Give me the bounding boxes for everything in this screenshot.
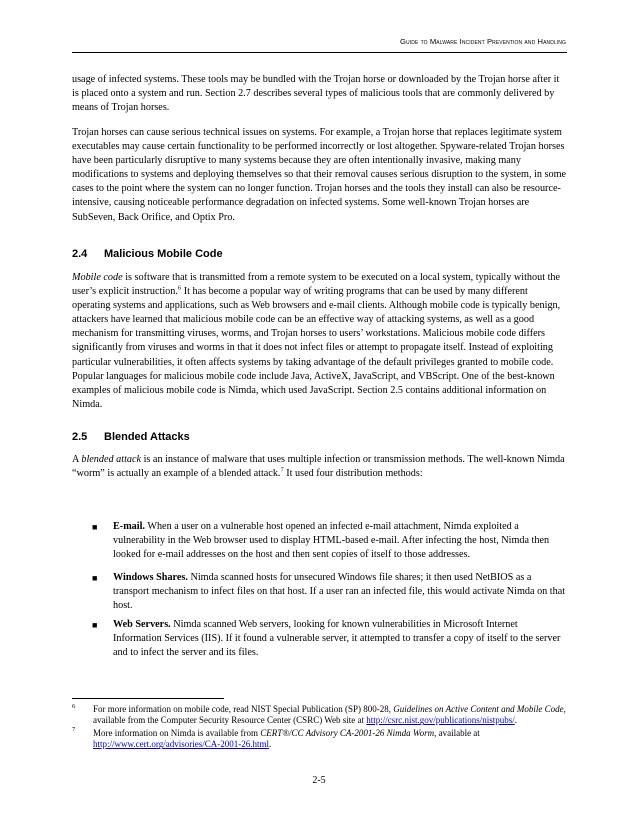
section-number: 2.4 xyxy=(72,248,88,260)
footnote-text: , available at xyxy=(434,728,480,738)
running-header xyxy=(400,37,566,46)
running-header-title: Guide to Malware Incident Prevention and Handling xyxy=(400,37,566,46)
bullet-item-email xyxy=(113,520,568,562)
footnote-ref[interactable]: 7 xyxy=(280,466,284,474)
text-run: A xyxy=(72,454,82,465)
bullet-text: Nimda scanned hosts for unsecured Windows file shares; it then used NetBIOS as a transport mechanism to infect files on that host. If a user ran an infected file, this would activate Nimda on that host. xyxy=(113,572,566,612)
bullet-marker: ■ xyxy=(92,620,98,630)
footnote-title: CERT®/CC Advisory CA-2001-26 Nimda Worm xyxy=(260,728,435,738)
footnote-link[interactable]: http://csrc.nist.gov/publications/nistpubs/ xyxy=(366,715,515,726)
text-run: is software that is transmitted from a remote system to be executed on a local system, typically without the user’s explicit instruction. xyxy=(72,272,561,298)
defined-term: Mobile code xyxy=(72,272,123,283)
footnote-text: More information on Nimda is available from xyxy=(93,728,261,738)
defined-term: blended attack xyxy=(81,454,142,465)
footnote-separator xyxy=(72,698,224,699)
footnote-number: 7 xyxy=(72,726,76,733)
header-rule xyxy=(72,52,567,53)
footnote-text: , available from the Computer Security Resource Center (CSRC) Web site at xyxy=(93,704,566,726)
bullet-marker: ■ xyxy=(92,573,98,583)
footnote-title: Guidelines on Active Content and Mobile Code xyxy=(393,704,564,714)
paragraph-blended-attacks xyxy=(72,453,568,481)
footnote-text: . xyxy=(268,739,272,750)
bullet-label: Windows Shares. xyxy=(113,572,188,583)
section-number: 2.5 xyxy=(72,431,88,443)
text-run: It used four distribution methods: xyxy=(283,468,423,480)
footnote-ref[interactable]: 6 xyxy=(177,284,182,292)
section-heading-2-4 xyxy=(72,248,223,260)
footnote-number: 6 xyxy=(72,703,76,710)
bullet-label: E-mail. xyxy=(113,521,145,532)
paragraph-text xyxy=(72,271,568,412)
section-title: Malicious Mobile Code xyxy=(104,248,223,260)
footnote-text: For more information on mobile code, read NIST Special Publication (SP) 800-28, xyxy=(93,704,394,714)
bullet-text: When a user on a vulnerable host opened an infected e-mail attachment, Nimda exploited a vulnerability in the Web browser used to display HTML-based e-mail. After infecting the host, Nimda then looked for e-mail addresses on the host and then sent copies of itself to those addresses. xyxy=(113,521,550,561)
paragraph-trojan-tools xyxy=(72,73,568,115)
bullet-marker: ■ xyxy=(92,522,98,532)
section-title: Blended Attacks xyxy=(104,431,190,443)
footnote-text: . xyxy=(514,715,518,726)
footnote-6 xyxy=(93,704,569,727)
text-run: is an instance of malware that uses multiple infection or transmission methods. The well-known Nimda “worm” is actually an example of a blended attack. xyxy=(72,454,565,480)
page-number: 2-5 xyxy=(312,775,326,786)
footnote-7 xyxy=(93,728,569,751)
bullet-item-web-servers xyxy=(113,618,568,660)
bullet-item-windows-shares xyxy=(113,571,568,613)
paragraph-text xyxy=(72,453,568,481)
paragraph-trojan-issues xyxy=(72,126,568,225)
paragraph-text: usage of infected systems. These tools may be bundled with the Trojan horse or downloaded by the Trojan horse after it is placed onto a system and run. Section 2.7 describes several types of malicious tools that are commonly delivered by means of Trojan horses. xyxy=(72,74,560,114)
paragraph-mobile-code xyxy=(72,271,568,412)
bullet-text: Nimda scanned Web servers, looking for known vulnerabilities in Microsoft Internet Information Services (IIS). If it found a vulnerable server, it attempted to transfer a copy of itself to the server and to infect the server and its files. xyxy=(113,619,561,659)
section-heading-2-5 xyxy=(72,431,190,443)
text-run: It has become a popular way of writing programs that can be used by many different operating systems and applications, such as Web browsers and e-mail clients. Although mobile code is typically benign, attackers have learned that malicious mobile code can be an effective way of attacking systems, as well as a good mechanism for transmitting viruses, worms, and Trojan horses to users’ workstations. Malicious mobile code differs significantly from viruses and worms in that it does not infect files or attempt to propagate itself. Instead of exploiting particular vulnerabilities, it often affects systems by taking advantage of the default privileges granted to mobile code. Popular languages for malicious mobile code include Java, ActiveX, JavaScript, and VBScript. One of the best-known examples of malicious mobile code is Nimda, which used JavaScript. Section 2.5 contains additional information on Nimda. xyxy=(72,286,561,410)
paragraph-text: Trojan horses can cause serious technical issues on systems. For example, a Trojan horse that replaces legitimate system executables may cause certain functionality to be performed incorrectly or lost altogether. Spyware-related Trojan horses have been particularly disruptive to many systems because they are often intentionally invasive, making many modifications to systems and deploying themselves so that their removal causes serious disruption to the system, in some cases to the point where the system can no longer function. Trojan horses and the tools they install can also be resource-intensive, causing noticeable performance degradation on infected systems. Some well-known Trojan horses are SubSeven, Back Orifice, and Optix Pro. xyxy=(72,127,567,223)
bullet-label: Web Servers. xyxy=(113,619,171,630)
footnote-link[interactable]: http://www.cert.org/advisories/CA-2001-26.html xyxy=(93,739,269,750)
